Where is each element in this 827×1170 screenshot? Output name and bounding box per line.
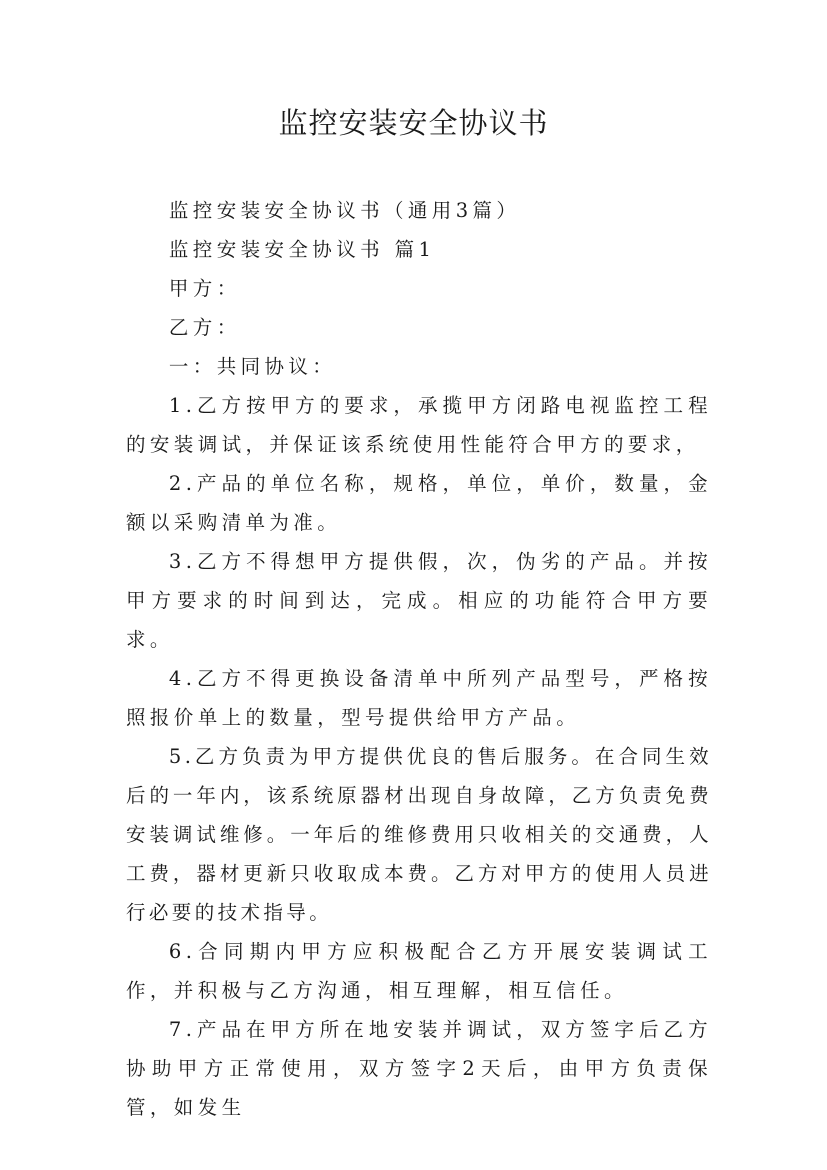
clause-5: 5.乙方负责为甲方提供优良的售后服务。在合同生效后的一年内，该系统原器材出现自身故障，乙方负责免费安装调试维修。一年后的维修费用只收相关的交通费，人工费，器材更新只收取成本费。乙方对甲方的使用人员进行必要的技术指导。: [126, 745, 712, 924]
document-title: 监控安装安全协议书: [278, 106, 549, 140]
clause-4: 4.乙方不得更换设备清单中所列产品型号，严格按照报价单上的数量，型号提供给甲方产品。: [126, 667, 712, 729]
clause-2: 2.产品的单位名称，规格，单位，单价，数量，金额以采购清单为准。: [126, 472, 712, 534]
subtitle-paragraph: 监控安装安全协议书（通用3篇）: [168, 199, 521, 222]
clause-6: 6.合同期内甲方应积极配合乙方开展安装调试工作，并积极与乙方沟通，相互理解，相互信任。: [126, 940, 712, 1002]
party-a-line: 甲方：: [168, 277, 241, 300]
party-b-line: 乙方：: [168, 316, 241, 339]
section-heading: 监控安装安全协议书 篇1: [168, 238, 436, 261]
agreement-heading: 一：共同协议：: [168, 355, 337, 378]
clause-1: 1.乙方按甲方的要求，承揽甲方闭路电视监控工程的安装调试，并保证该系统使用性能符合甲方的要求，: [126, 394, 712, 456]
document-body: [126, 191, 712, 1127]
clause-7: 7.产品在甲方所在地安装并调试，双方签字后乙方协助甲方正常使用，双方签字2天后，由甲方负责保管，如发生: [126, 1018, 712, 1119]
clause-3: 3.乙方不得想甲方提供假，次，伪劣的产品。并按甲方要求的时间到达，完成。相应的功能符合甲方要求。: [126, 550, 712, 651]
